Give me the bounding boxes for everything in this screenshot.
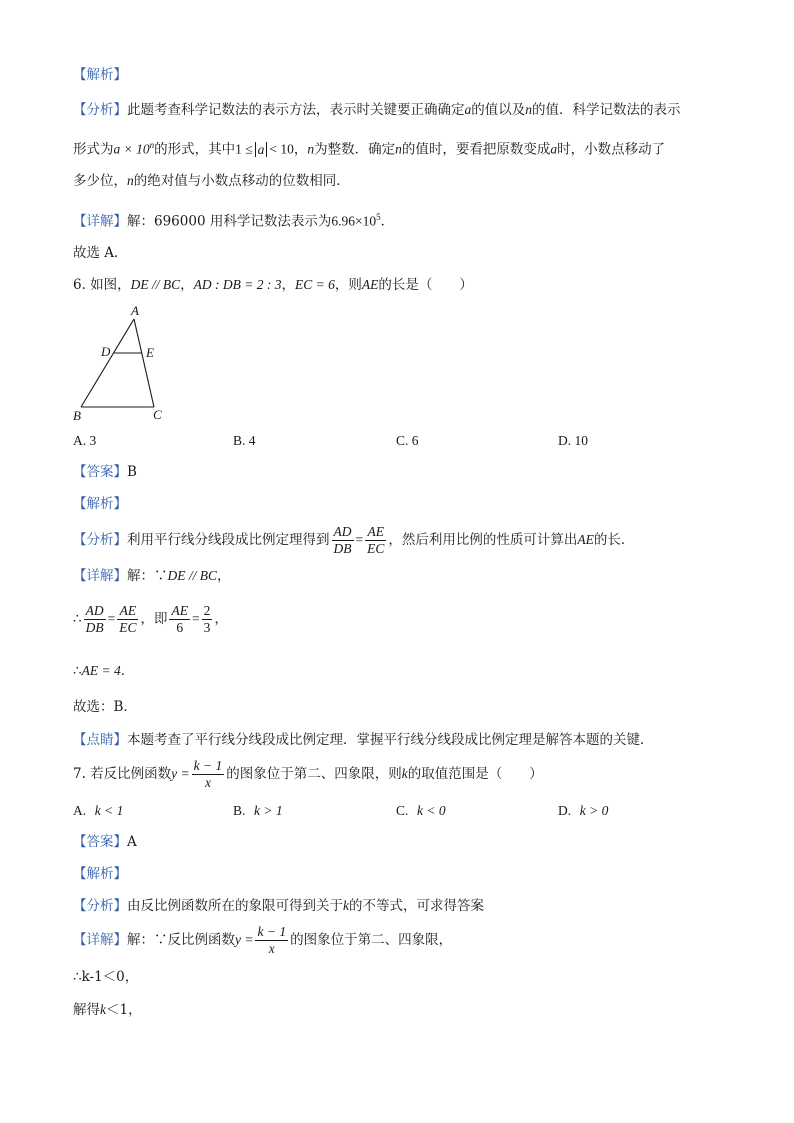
q6-step-3 xyxy=(73,662,134,680)
text: 6. 如图， xyxy=(73,277,131,293)
var-k: k xyxy=(401,766,408,781)
fraction-ae-6 xyxy=(169,603,190,636)
numerator: AE xyxy=(171,603,188,618)
numerator: AE xyxy=(365,524,386,541)
side-ab xyxy=(81,319,134,407)
cond: AD : DB = 2 : 3 xyxy=(193,277,282,292)
xiangjie-tag: 【详解】 xyxy=(73,568,127,584)
text: 的取值范围是（ ） xyxy=(407,766,543,782)
exp: 5 xyxy=(376,212,381,222)
option-math: k < 1 xyxy=(94,803,124,818)
text: ＜1， xyxy=(106,1002,142,1018)
denominator: EC xyxy=(367,541,385,556)
var-a: a xyxy=(464,102,472,117)
q7-option-a[interactable] xyxy=(73,802,123,820)
var-n: n xyxy=(307,141,315,157)
text: ． xyxy=(380,213,395,230)
var-n: n xyxy=(395,141,402,157)
fenxi-tag: 【分析】 xyxy=(73,532,127,548)
fraction-k-1-x xyxy=(192,758,225,791)
func-y: y = xyxy=(235,932,254,947)
q6-xiangjie xyxy=(73,567,231,585)
text: 时，小数点移动了 xyxy=(557,141,666,158)
text: 的图象位于第二、四象限，则 xyxy=(226,766,402,782)
text: 的图象位于第二、四象限， xyxy=(290,932,453,948)
option-math: k < 0 xyxy=(416,803,446,818)
option-letter: D. xyxy=(558,803,572,818)
text: ． xyxy=(120,663,135,679)
q7-option-c[interactable] xyxy=(396,802,446,820)
q7-option-b[interactable] xyxy=(233,802,283,820)
therefore-symbol: ∴ xyxy=(73,611,82,627)
q6-stem xyxy=(73,276,473,294)
var-k: k xyxy=(343,898,349,913)
ineq-left: 1 ≤ xyxy=(235,141,253,157)
denominator: DB xyxy=(85,620,104,635)
numerator: 2 xyxy=(203,603,211,618)
option-letter: A. xyxy=(73,803,87,818)
text: 的不等式，可求得答案 xyxy=(349,898,484,914)
daan-tag: 【答案】 xyxy=(73,834,127,850)
cond: DE // BC xyxy=(167,568,217,583)
text: 由反比例函数所在的象限可得到关于 xyxy=(127,898,343,914)
side-ac xyxy=(134,319,154,407)
jiexi-tag-1: 【解析】 xyxy=(73,67,127,83)
q7-answer xyxy=(73,833,137,851)
text: 形式为 xyxy=(73,141,114,158)
xiangjie-tag: 【详解】 xyxy=(73,213,127,230)
text: 本题考查了平行线分线段成比例定理．掌握平行线分线段成比例定理是解答本题的关键． xyxy=(127,732,654,748)
fraction-ad-db xyxy=(84,603,106,636)
fraction-ae-ec xyxy=(117,603,138,636)
label-c: C xyxy=(153,407,162,422)
q7-xiangjie xyxy=(73,923,452,957)
label-b: B xyxy=(73,408,81,423)
q6-answer xyxy=(73,463,137,481)
jiexi-tag-2: 【解析】 xyxy=(73,496,127,512)
therefore-symbol: ∴ xyxy=(73,663,82,679)
text: ， xyxy=(217,568,231,584)
sci-value: 6.96×10 xyxy=(331,213,377,229)
text: 的绝对值与小数点移动的位数相同． xyxy=(133,173,350,189)
ineq-right: < 10 xyxy=(269,141,294,157)
numerator: AD xyxy=(333,524,352,539)
text: ，即 xyxy=(140,611,168,627)
q6-option-d[interactable]: D. 10 xyxy=(558,433,588,448)
fenxi-tag: 【分析】 xyxy=(73,898,127,914)
q6-option-b[interactable]: B. 4 xyxy=(233,433,256,448)
fenxi-line-2: 形式为$a \times 10^n$的形式，其中1 ≤ a < 10，n为整数．确定n的值时，要看把原数变成a时，小数点移动了 xyxy=(73,140,666,158)
label-e: E xyxy=(146,345,154,360)
fenxi-line-1 xyxy=(73,101,681,119)
q6-option-c[interactable]: C. 6 xyxy=(396,433,419,448)
exp-n: n xyxy=(149,140,155,150)
text: 的值以及 xyxy=(471,102,526,118)
xiangjie-tag: 【详解】 xyxy=(73,932,127,948)
xiangjie-line-1 xyxy=(73,208,394,231)
q7-step-2 xyxy=(73,1001,142,1019)
q6-choose: 故选：B． xyxy=(73,699,137,715)
cond: EC = 6 xyxy=(295,277,335,292)
text: 解：696000 用科学记数法表示为 xyxy=(127,213,332,230)
option-letter: C. xyxy=(396,803,409,818)
q7-fenxi xyxy=(73,897,484,915)
text: 多少位， xyxy=(73,173,127,189)
abs-a: a xyxy=(255,142,268,157)
text: 的值时，要看把原数变成 xyxy=(401,141,551,158)
denominator: DB xyxy=(333,541,352,556)
var-n: n xyxy=(525,102,532,117)
q7-stem xyxy=(73,757,543,791)
denominator: x xyxy=(268,941,275,956)
option-math: k > 0 xyxy=(579,803,609,818)
text: 利用平行线分线段成比例定理得到 xyxy=(127,532,330,548)
text: 此题考查科学记数法的表示方法，表示时关键要正确确定 xyxy=(127,102,465,118)
option-letter: B. xyxy=(233,803,246,818)
text: 解：∵ xyxy=(127,568,168,584)
option-math: k > 1 xyxy=(253,803,283,818)
q6-option-a[interactable]: A. 3 xyxy=(73,433,97,448)
numerator: k − 1 xyxy=(257,924,287,939)
label-d: D xyxy=(101,344,111,359)
numerator: AE xyxy=(117,603,138,620)
q6-step-2: ∴ $\frac{AD}{DB}$ = $\frac{AE}{EC}$ ，即 $\frac{AE}{6}$ = $\frac{2}{3}$ ， xyxy=(73,603,228,635)
answer-value: A xyxy=(127,834,137,850)
text: 解得 xyxy=(73,1002,100,1018)
text: ， xyxy=(214,611,228,627)
result: AE = 4 xyxy=(81,663,121,678)
denominator: EC xyxy=(119,620,137,635)
text: ， xyxy=(281,277,296,293)
q7-step-1: ∴k-1＜0， xyxy=(73,969,139,985)
func-y: y = xyxy=(171,766,190,781)
text: 解：∵反比例函数 xyxy=(127,932,235,948)
var-k: k xyxy=(100,1002,106,1017)
numerator: k − 1 xyxy=(193,758,223,773)
dianjing-tag: 【点睛】 xyxy=(73,732,127,748)
text: ， xyxy=(180,277,194,293)
var-a: a xyxy=(550,141,558,157)
text: 的长． xyxy=(593,532,635,548)
label-a: A xyxy=(131,303,139,318)
answer-value: B xyxy=(127,464,137,480)
fenxi-tag: 【分析】 xyxy=(73,102,127,118)
text: 的值．科学记数法的表示 xyxy=(532,102,681,118)
text: 的形式，其中 xyxy=(154,141,236,158)
cond: DE // BC xyxy=(130,277,181,292)
text: 的长是（ ） xyxy=(378,277,473,293)
jiexi-tag-3: 【解析】 xyxy=(73,866,127,882)
fenxi-line-3 xyxy=(73,172,350,190)
fraction-ad-db xyxy=(332,524,354,557)
answer-line-1: 故选 A． xyxy=(73,245,128,261)
text: 7. 若反比例函数 xyxy=(73,766,172,782)
q7-option-d[interactable] xyxy=(558,802,608,820)
text: ，然后利用比例的性质可计算出 xyxy=(388,532,578,548)
q6-fenxi: 【分析】利用平行线分线段成比例定理得到 $\frac{AD}{DB}$ = $\frac{AE}{EC}$ ，然后利用比例的性质可计算出AE的长． xyxy=(73,524,635,556)
denominator: x xyxy=(204,775,211,790)
fraction-ae-ec xyxy=(365,524,386,557)
numerator: AD xyxy=(85,603,104,618)
denominator: 3 xyxy=(203,620,211,635)
daan-tag: 【答案】 xyxy=(73,464,127,480)
var-n: n xyxy=(127,173,134,188)
cond: AE xyxy=(361,277,379,292)
var-ae: AE xyxy=(577,532,594,547)
fraction-2-3 xyxy=(202,603,213,636)
text: 为整数．确定 xyxy=(314,141,396,158)
fraction-k-1-x xyxy=(255,924,288,957)
sci-form: a × 10 xyxy=(113,141,150,157)
denominator: 6 xyxy=(176,620,184,635)
q6-dianjing xyxy=(73,731,654,749)
text: ，则 xyxy=(334,277,362,293)
triangle-figure xyxy=(68,300,178,424)
